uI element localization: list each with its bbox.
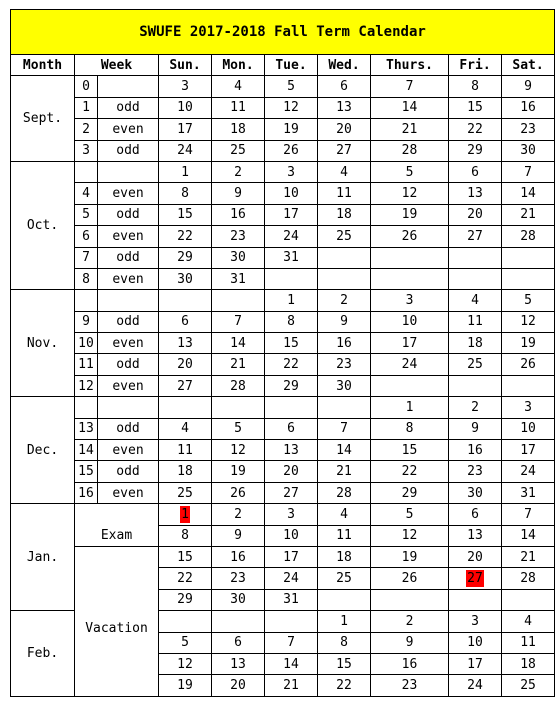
day-cell: 9 xyxy=(212,183,265,204)
week-row xyxy=(11,461,555,482)
day-cell: 17 xyxy=(449,653,502,674)
day-cell xyxy=(449,247,502,268)
vacation-label: Vacation xyxy=(75,546,159,696)
day-cell: 30 xyxy=(318,375,371,396)
week-number: 0 xyxy=(75,76,98,97)
day-cell: 9 xyxy=(502,76,555,97)
day-cell: 28 xyxy=(318,482,371,503)
week-parity: even xyxy=(98,375,159,396)
day-cell: 23 xyxy=(449,461,502,482)
week-number xyxy=(75,161,98,182)
day-cell: 30 xyxy=(502,140,555,161)
day-cell: 19 xyxy=(371,204,449,225)
day-cell: 18 xyxy=(159,461,212,482)
day-cell: 24 xyxy=(265,568,318,589)
day-cell: 16 xyxy=(502,97,555,118)
week-number xyxy=(75,290,98,311)
week-number: 4 xyxy=(75,183,98,204)
day-cell: 11 xyxy=(212,97,265,118)
day-cell: 19 xyxy=(502,333,555,354)
day-cell: 28 xyxy=(502,568,555,589)
day-cell: 13 xyxy=(449,183,502,204)
day-cell: 13 xyxy=(265,440,318,461)
month-label: Jan. xyxy=(11,504,75,611)
day-cell xyxy=(502,247,555,268)
day-cell: 5 xyxy=(159,632,212,653)
day-cell: 3 xyxy=(159,76,212,97)
day-cell xyxy=(318,589,371,610)
day-cell: 23 xyxy=(318,354,371,375)
month-label: Nov. xyxy=(11,290,75,397)
day-cell xyxy=(318,268,371,289)
day-cell: 14 xyxy=(265,653,318,674)
day-cell: 1 xyxy=(159,161,212,182)
day-cell xyxy=(449,375,502,396)
calendar-body xyxy=(11,76,555,696)
day-cell: 29 xyxy=(265,375,318,396)
day-cell: 26 xyxy=(371,568,449,589)
day-cell: 13 xyxy=(159,333,212,354)
week-row xyxy=(11,504,555,525)
day-cell: 14 xyxy=(371,97,449,118)
day-cell: 14 xyxy=(212,333,265,354)
calendar-table xyxy=(10,9,555,697)
week-row xyxy=(11,161,555,182)
header-month: Month xyxy=(11,55,75,76)
day-cell: 30 xyxy=(212,247,265,268)
week-row xyxy=(11,397,555,418)
day-cell: 16 xyxy=(449,440,502,461)
week-number: 2 xyxy=(75,119,98,140)
day-cell: 17 xyxy=(265,204,318,225)
day-cell: 10 xyxy=(265,525,318,546)
day-cell: 26 xyxy=(371,226,449,247)
week-parity: odd xyxy=(98,97,159,118)
day-cell: 15 xyxy=(159,204,212,225)
day-cell: 31 xyxy=(212,268,265,289)
week-number: 16 xyxy=(75,482,98,503)
day-cell xyxy=(371,268,449,289)
week-row xyxy=(11,418,555,439)
day-cell xyxy=(371,247,449,268)
day-cell: 16 xyxy=(318,333,371,354)
day-cell: 23 xyxy=(371,675,449,696)
week-number: 8 xyxy=(75,268,98,289)
day-cell: 21 xyxy=(265,675,318,696)
day-cell: 12 xyxy=(159,653,212,674)
day-cell: 18 xyxy=(449,333,502,354)
day-cell: 5 xyxy=(502,290,555,311)
week-row xyxy=(11,440,555,461)
day-cell: 17 xyxy=(371,333,449,354)
month-label: Dec. xyxy=(11,397,75,504)
week-number: 14 xyxy=(75,440,98,461)
day-cell: 27 xyxy=(265,482,318,503)
day-cell: 7 xyxy=(318,418,371,439)
day-cell xyxy=(212,397,265,418)
week-parity: even xyxy=(98,333,159,354)
week-number: 3 xyxy=(75,140,98,161)
day-cell: 23 xyxy=(212,226,265,247)
day-cell: 19 xyxy=(212,461,265,482)
week-row xyxy=(11,119,555,140)
week-parity xyxy=(98,290,159,311)
day-cell: 6 xyxy=(212,632,265,653)
week-parity: odd xyxy=(98,204,159,225)
week-number: 7 xyxy=(75,247,98,268)
day-cell xyxy=(212,611,265,632)
day-cell: 4 xyxy=(318,161,371,182)
day-cell: 11 xyxy=(318,525,371,546)
day-cell: 5 xyxy=(371,161,449,182)
day-cell: 2 xyxy=(212,161,265,182)
day-cell: 8 xyxy=(159,183,212,204)
week-row xyxy=(11,226,555,247)
day-cell: 27 xyxy=(318,140,371,161)
day-cell: 13 xyxy=(212,653,265,674)
month-label: Feb. xyxy=(11,611,75,697)
day-cell: 20 xyxy=(449,546,502,567)
day-cell: 18 xyxy=(502,653,555,674)
day-cell xyxy=(371,589,449,610)
highlighted-date: 1 xyxy=(181,506,189,522)
day-cell: 20 xyxy=(212,675,265,696)
day-cell: 22 xyxy=(265,354,318,375)
day-cell: 8 xyxy=(449,76,502,97)
day-cell: 28 xyxy=(212,375,265,396)
week-row xyxy=(11,76,555,97)
day-cell: 1 xyxy=(318,611,371,632)
day-cell: 27 xyxy=(449,226,502,247)
day-cell: 28 xyxy=(502,226,555,247)
week-parity: even xyxy=(98,268,159,289)
day-cell: 26 xyxy=(265,140,318,161)
week-number: 9 xyxy=(75,311,98,332)
week-parity: odd xyxy=(98,311,159,332)
week-row xyxy=(11,546,555,567)
day-cell: 15 xyxy=(159,546,212,567)
day-cell: 11 xyxy=(159,440,212,461)
day-cell: 18 xyxy=(318,204,371,225)
day-cell: 4 xyxy=(159,418,212,439)
day-cell: 18 xyxy=(318,546,371,567)
header-wed: Wed. xyxy=(318,55,371,76)
day-cell xyxy=(265,611,318,632)
week-row xyxy=(11,333,555,354)
day-cell: 31 xyxy=(502,482,555,503)
week-parity: odd xyxy=(98,418,159,439)
day-cell: 10 xyxy=(371,311,449,332)
day-cell xyxy=(371,375,449,396)
week-row xyxy=(11,375,555,396)
day-cell: 18 xyxy=(212,119,265,140)
day-cell: 9 xyxy=(371,632,449,653)
day-cell: 4 xyxy=(449,290,502,311)
day-cell: 12 xyxy=(371,525,449,546)
day-cell: 29 xyxy=(159,589,212,610)
day-cell: 3 xyxy=(502,397,555,418)
week-number: 6 xyxy=(75,226,98,247)
day-cell: 20 xyxy=(449,204,502,225)
day-cell xyxy=(449,268,502,289)
day-cell: 3 xyxy=(265,504,318,525)
week-row xyxy=(11,354,555,375)
day-cell: 25 xyxy=(449,354,502,375)
week-parity: even xyxy=(98,226,159,247)
header-fri: Fri. xyxy=(449,55,502,76)
day-cell: 22 xyxy=(159,568,212,589)
day-cell: 19 xyxy=(159,675,212,696)
day-cell xyxy=(318,247,371,268)
day-cell: 29 xyxy=(159,247,212,268)
day-cell: 21 xyxy=(318,461,371,482)
week-number xyxy=(75,397,98,418)
day-cell: 21 xyxy=(371,119,449,140)
day-cell: 7 xyxy=(212,311,265,332)
day-cell: 21 xyxy=(502,204,555,225)
week-parity: odd xyxy=(98,140,159,161)
day-cell: 9 xyxy=(212,525,265,546)
week-row xyxy=(11,311,555,332)
header-sat: Sat. xyxy=(502,55,555,76)
day-cell: 9 xyxy=(318,311,371,332)
day-cell: 22 xyxy=(159,226,212,247)
day-cell: 22 xyxy=(449,119,502,140)
day-cell: 6 xyxy=(449,161,502,182)
day-cell: 31 xyxy=(265,589,318,610)
day-cell: 2 xyxy=(318,290,371,311)
week-number: 13 xyxy=(75,418,98,439)
day-cell: 15 xyxy=(449,97,502,118)
day-cell: 31 xyxy=(265,247,318,268)
day-cell: 7 xyxy=(371,76,449,97)
day-cell: 13 xyxy=(449,525,502,546)
month-label: Sept. xyxy=(11,76,75,162)
day-cell: 12 xyxy=(502,311,555,332)
day-cell: 26 xyxy=(502,354,555,375)
day-cell: 22 xyxy=(318,675,371,696)
day-cell: 3 xyxy=(265,161,318,182)
day-cell xyxy=(159,611,212,632)
day-cell: 26 xyxy=(212,482,265,503)
day-cell: 25 xyxy=(159,482,212,503)
day-cell: 12 xyxy=(212,440,265,461)
day-cell: 5 xyxy=(265,76,318,97)
day-cell: 27 xyxy=(159,375,212,396)
day-cell: 20 xyxy=(318,119,371,140)
day-cell xyxy=(502,375,555,396)
day-cell: 4 xyxy=(318,504,371,525)
day-cell: 30 xyxy=(449,482,502,503)
day-cell: 17 xyxy=(502,440,555,461)
week-number: 15 xyxy=(75,461,98,482)
week-parity: odd xyxy=(98,461,159,482)
day-cell: 22 xyxy=(371,461,449,482)
day-cell: 7 xyxy=(502,504,555,525)
day-cell: 11 xyxy=(318,183,371,204)
week-row xyxy=(11,247,555,268)
day-cell: 2 xyxy=(371,611,449,632)
day-cell: 17 xyxy=(159,119,212,140)
day-cell: 29 xyxy=(449,140,502,161)
header-mon: Mon. xyxy=(212,55,265,76)
day-cell: 11 xyxy=(449,311,502,332)
week-number: 10 xyxy=(75,333,98,354)
week-parity xyxy=(98,161,159,182)
day-cell: 23 xyxy=(212,568,265,589)
week-row xyxy=(11,482,555,503)
header-week: Week xyxy=(75,55,159,76)
day-cell: 1 xyxy=(265,290,318,311)
day-cell: 29 xyxy=(371,482,449,503)
day-cell: 8 xyxy=(159,525,212,546)
day-cell: 1 xyxy=(371,397,449,418)
week-parity: odd xyxy=(98,247,159,268)
day-cell: 6 xyxy=(159,311,212,332)
week-row xyxy=(11,268,555,289)
week-parity: even xyxy=(98,183,159,204)
day-cell: 25 xyxy=(212,140,265,161)
day-cell: 5 xyxy=(212,418,265,439)
day-cell xyxy=(502,268,555,289)
day-cell: 24 xyxy=(159,140,212,161)
day-cell: 3 xyxy=(371,290,449,311)
day-cell: 10 xyxy=(159,97,212,118)
day-cell: 12 xyxy=(265,97,318,118)
day-cell: 13 xyxy=(318,97,371,118)
day-cell xyxy=(159,504,212,525)
day-cell: 16 xyxy=(371,653,449,674)
day-cell: 21 xyxy=(502,546,555,567)
week-row xyxy=(11,97,555,118)
day-cell: 23 xyxy=(502,119,555,140)
day-cell: 12 xyxy=(371,183,449,204)
day-cell xyxy=(318,397,371,418)
day-cell: 28 xyxy=(371,140,449,161)
day-cell: 30 xyxy=(159,268,212,289)
day-cell: 14 xyxy=(502,183,555,204)
calendar-title: SWUFE 2017-2018 Fall Term Calendar xyxy=(11,10,555,55)
week-parity xyxy=(98,397,159,418)
day-cell: 3 xyxy=(449,611,502,632)
week-row xyxy=(11,183,555,204)
day-cell: 7 xyxy=(502,161,555,182)
day-cell: 8 xyxy=(318,632,371,653)
day-cell: 20 xyxy=(159,354,212,375)
day-cell: 24 xyxy=(502,461,555,482)
day-cell xyxy=(502,589,555,610)
day-cell: 25 xyxy=(318,226,371,247)
day-cell: 16 xyxy=(212,546,265,567)
day-cell: 8 xyxy=(265,311,318,332)
day-cell: 24 xyxy=(265,226,318,247)
day-cell: 17 xyxy=(265,546,318,567)
week-row xyxy=(11,290,555,311)
week-parity: even xyxy=(98,482,159,503)
day-cell: 30 xyxy=(212,589,265,610)
day-cell: 19 xyxy=(371,546,449,567)
day-cell: 15 xyxy=(371,440,449,461)
week-parity: odd xyxy=(98,354,159,375)
day-cell xyxy=(159,290,212,311)
day-cell: 16 xyxy=(212,204,265,225)
week-row xyxy=(11,140,555,161)
day-cell: 19 xyxy=(265,119,318,140)
day-cell: 4 xyxy=(212,76,265,97)
day-cell: 7 xyxy=(265,632,318,653)
day-cell: 10 xyxy=(265,183,318,204)
day-cell xyxy=(212,290,265,311)
day-cell: 9 xyxy=(449,418,502,439)
day-cell: 10 xyxy=(449,632,502,653)
header-tue: Tue. xyxy=(265,55,318,76)
header-sun: Sun. xyxy=(159,55,212,76)
day-cell xyxy=(265,397,318,418)
day-cell: 6 xyxy=(449,504,502,525)
day-cell: 15 xyxy=(265,333,318,354)
header-thurs: Thurs. xyxy=(371,55,449,76)
week-number: 5 xyxy=(75,204,98,225)
week-number: 12 xyxy=(75,375,98,396)
day-cell: 24 xyxy=(371,354,449,375)
day-cell: 25 xyxy=(502,675,555,696)
week-number: 11 xyxy=(75,354,98,375)
week-parity xyxy=(98,76,159,97)
day-cell: 20 xyxy=(265,461,318,482)
day-cell: 11 xyxy=(502,632,555,653)
day-cell: 21 xyxy=(212,354,265,375)
week-row xyxy=(11,204,555,225)
day-cell: 4 xyxy=(502,611,555,632)
exam-label: Exam xyxy=(75,504,159,547)
day-cell xyxy=(449,568,502,589)
day-cell: 14 xyxy=(318,440,371,461)
week-number: 1 xyxy=(75,97,98,118)
day-cell: 25 xyxy=(318,568,371,589)
day-cell: 10 xyxy=(502,418,555,439)
day-cell: 15 xyxy=(318,653,371,674)
day-cell: 24 xyxy=(449,675,502,696)
highlighted-date: 27 xyxy=(467,571,483,587)
day-cell: 2 xyxy=(212,504,265,525)
month-label: Oct. xyxy=(11,161,75,289)
week-parity: even xyxy=(98,440,159,461)
day-cell xyxy=(159,397,212,418)
day-cell: 5 xyxy=(371,504,449,525)
day-cell: 6 xyxy=(265,418,318,439)
day-cell xyxy=(265,268,318,289)
day-cell: 2 xyxy=(449,397,502,418)
day-cell: 14 xyxy=(502,525,555,546)
day-cell: 8 xyxy=(371,418,449,439)
day-cell xyxy=(449,589,502,610)
week-parity: even xyxy=(98,119,159,140)
day-cell: 6 xyxy=(318,76,371,97)
